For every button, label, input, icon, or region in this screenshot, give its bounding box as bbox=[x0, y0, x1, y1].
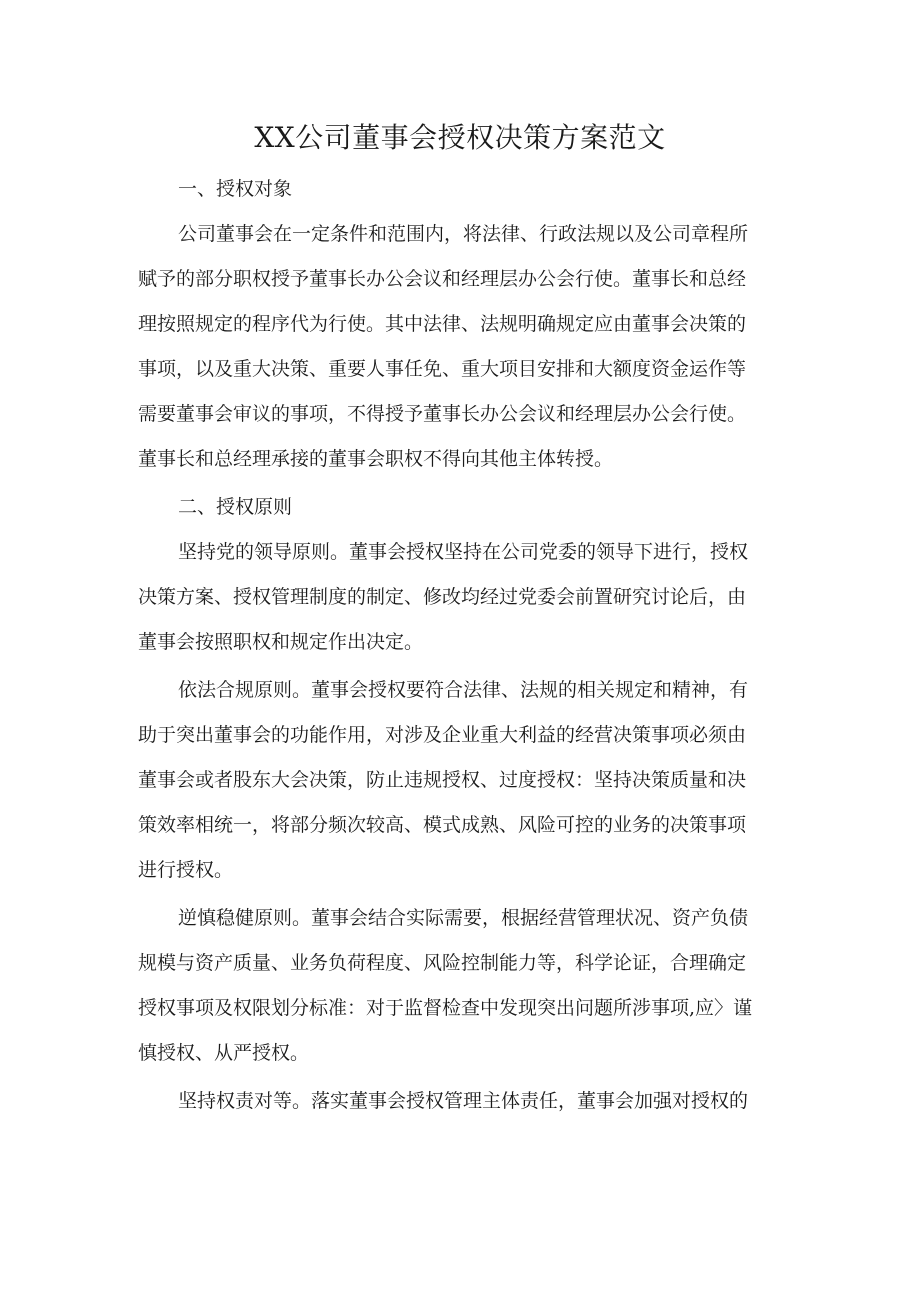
paragraph-legal-compliance-principle bbox=[138, 668, 798, 893]
paragraph-line: 规模与资产质量、业务负荷程度、风险控制能力等，科学论证，合理确定 bbox=[138, 952, 747, 974]
paragraph-line: 助于突出董事会的功能作用，对涉及企业重大利益的经营决策事项必须由 bbox=[138, 724, 747, 746]
document-title: XX公司董事会授权决策方案范文 bbox=[254, 121, 666, 154]
paragraph-prudence-principle bbox=[138, 896, 798, 1076]
section-heading-authorization-object: 一、授权对象 bbox=[178, 178, 293, 200]
paragraph-line: 事项，以及重大决策、重要人事任免、重大项目安排和大额度资金运作等 bbox=[138, 358, 747, 380]
paragraph-line: 需要董事会审议的事项，不得授予董事长办公会议和经理层办公会行使。 bbox=[138, 403, 747, 425]
paragraph-power-responsibility-principle bbox=[138, 1079, 798, 1124]
paragraph-line: 进行授权。 bbox=[138, 859, 234, 881]
paragraph-line: 董事会或者股东大会决策，防止违规授权、过度授权：坚持决策质量和决 bbox=[138, 769, 747, 791]
paragraph-line: 董事会按照职权和规定作出决定。 bbox=[138, 631, 424, 653]
paragraph-line: 决策方案、授权管理制度的制定、修改均经过党委会前置研究讨论后，由 bbox=[138, 586, 747, 608]
paragraph-party-leadership-principle bbox=[138, 530, 798, 665]
paragraph-line: 公司董事会在一定条件和范围内，将法律、行政法规以及公司章程所 bbox=[178, 223, 749, 245]
paragraph-line: 董事长和总经理承接的董事会职权不得向其他主体转授。 bbox=[138, 448, 614, 470]
paragraph-line: 坚持权责对等。落实董事会授权管理主体责任，董事会加强对授权的 bbox=[178, 1090, 749, 1112]
paragraph-line: 坚持党的领导原则。董事会授权坚持在公司党委的领导下进行，授权 bbox=[178, 541, 749, 563]
paragraph-line: 理按照规定的程序代为行使。其中法律、法规明确规定应由董事会决策的 bbox=[138, 313, 747, 335]
paragraph-authorization-object bbox=[138, 212, 798, 482]
document-body bbox=[138, 167, 798, 1124]
paragraph-line: 逆慎稳健原则。董事会结合实际需要，根据经营管理状况、资产负债 bbox=[178, 907, 749, 929]
paragraph-line: 依法合规原则。董事会授权要符合法律、法规的相关规定和精神，有 bbox=[178, 679, 749, 701]
paragraph-line: 策效率相统一，将部分频次较高、模式成熟、风险可控的业务的决策事项 bbox=[138, 814, 747, 836]
paragraph-line: 慎授权、从严授权。 bbox=[138, 1042, 310, 1064]
paragraph-line: 赋予的部分职权授予董事长办公会议和经理层办公会行使。董事长和总经 bbox=[138, 268, 747, 290]
section-heading-authorization-principles: 二、授权原则 bbox=[178, 496, 293, 518]
paragraph-line: 授权事项及权限划分标准：对于监督检查中发现突出问题所涉事项,应〉谨 bbox=[138, 997, 753, 1019]
